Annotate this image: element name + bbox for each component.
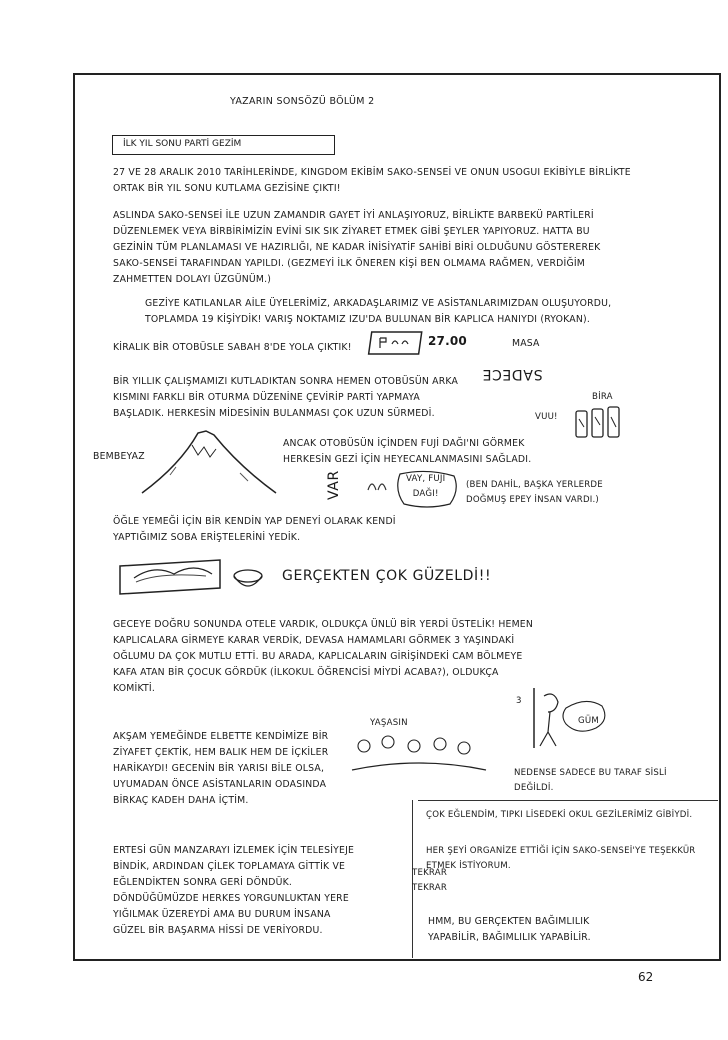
page-number: 62 [638,970,654,984]
paragraph-hotel: GECEYE DOĞRU SONUNDA OTELE VARDIK, OLDUKÇA ÜNLÜ BİR YERDİ ÜSTELİK! HEMEN KAPLICALARA GİRMEYE KARAR VERDİK, DEVASA HAMAMLARI GÖRMEK 3 YAŞINDAKİ OĞLUMU DA ÇOK MUTLU ETTİ. BU ARADA, KAPLICALARIN GİRİŞİNDEKİ CAM BÖLMEYE KAFA ATAN BİR ÇOCUK GÖRDÜK (İLKOKUL ÖĞRENCİSİ MİYDİ ACABA?), OLDUKÇA KOMİKTİ. [113,619,534,694]
born-elsewhere-note: (BEN DAHİL, BAŞKA YERLERDE DOĞMUŞ EPEY İNSAN VARDI.) [466,480,603,505]
again-again: TEKRAR TEKRAR [412,868,447,893]
paragraph-dinner: AKŞAM YEMEĞİNDE ELBETTE KENDİMİZE BİR ZİYAFET ÇEKTİK, HEM BALIK HEM DE İÇKİLER HARİKAYDI! GECENİN BİR YARISI BİLE OLSA, UYUMADAN ÖNCE ASİSTANLARIN ODASINDA BİRKAÇ KADEH DAHA İÇTİM. [113,731,329,806]
child-glass-doodle [530,686,616,750]
bump-sound: GÜM [578,716,599,726]
paragraph-bus-party: BİR YILLIK ÇALIŞMAMIZI KUTLADIKTAN SONRA HEMEN OTOBÜSÜN ARKA KISMINI FARKLI BİR OTURMA DÜZENİNE ÇEVİRİP PARTİ YAPMAYA BAŞLADIK. HERKESİN MİDESİNİN BULANMASI ÇOK UZUN SÜRMEDİ. [113,376,459,419]
paragraph-fuji: ANCAK OTOBÜSÜN İÇİNDEN FUJİ DAĞI'NI GÖRMEK HERKESİN GEZİ İÇİN HEYECANLANMASINI SAĞLADI. [283,438,532,465]
upside-down-sadece: SADECE [482,366,543,382]
beer-label: BİRA [592,392,613,402]
divider-horizontal [418,800,718,801]
snow-white-label: BEMBEYAZ [93,451,145,462]
paragraph-participants: GEZİYE KATILANLAR AİLE ÜYELERİMİZ, ARKADAŞLARIMIZ VE ASİSTANLARIMIZDAN OLUŞUYORDU, TOPLAMDA 19 KİŞİYDİK! VARIŞ NOKTAMIZ IZU'DA BULUNAN BİR KAPLICA HANIYDI (RYOKAN). [145,298,612,325]
fun-comment: ÇOK EĞLENDİM, TIPKI LİSEDEKİ OKUL GEZİLERİMİZ GİBİYDİ. [426,810,693,820]
paragraph-departure: KİRALIK BİR OTOBÜSLE SABAH 8'DE YOLA ÇIKTIK! [113,342,352,353]
var-label: VAR [326,470,342,500]
age-three-label: 3 [516,696,522,706]
cheers-label: YAŞASIN [370,718,408,728]
soba-tray-drawing [116,552,266,600]
dinner-party-doodle [344,730,494,776]
page-title: YAZARIN SONSÖZÜ BÖLÜM 2 [230,96,375,107]
fuji-exclamation: VAY, FUJİ DAĞI! [406,474,446,499]
paragraph-friendship: ASLINDA SAKO-SENSEİ İLE UZUN ZAMANDIR GAYET İYİ ANLAŞIYORUZ, BİRLİKTE BARBEKÜ PARTİLERİ DÜZENLEMEK VEYA BİRBİRİMİZİN EVİNİ SIK SIK ZİYARET ETMEK GİBİ ŞEYLER YAPIYORUZ. HATTA BU GEZİNİN TÜM PLANLAMASI VE HAZIRLIĞI, NE KADAR İNİSİYATİF SAHİBİ BİRİ OLDUĞUNU GÖSTEREREK SAKO-SENSEİ TARAFINDAN YAPILDI. (GEZMEYİ İLK ÖNEREN KİŞİ BEN OLMAMA RAĞMEN, VERDİĞİM ZAHMETTEN DOLAYI ÜZGÜNÜM.) [113,210,601,285]
paragraph-lunch: ÖĞLE YEMEĞİ İÇİN BİR KENDİN YAP DENEYİ OLARAK KENDİ YAPTIĞIMIZ SOBA ERİŞTELERİNİ YEDİK. [113,516,396,543]
table-label: MASA [512,338,540,349]
bus-sign-drawing [368,330,428,358]
paragraph-intro: 27 VE 28 ARALIK 2010 TARİHLERİNDE, KINGDOM EKİBİM SAKO-SENSEİ VE ONUN USOGUI EKİBİYLE BİRLİKTE ORTAK BİR YIL SONU KUTLAMA GEZİSİNE ÇIKTI! [113,167,631,194]
addictive-comment: HMM, BU GERÇEKTEN BAĞIMLILIK YAPABİLİR, BAĞIMLILIK YAPABİLİR. [428,916,591,943]
paragraph-next-day: ERTESİ GÜN MANZARAYI İZLEMEK İÇİN TELESİYEJE BİNDİK, ARDINDAN ÇİLEK TOPLAMAYA GİTTİK VE EĞLENDİKTEN SONRA GERİ DÖNDÜK. DÖNDÜĞÜMÜZDE HERKES YORGUNLUKTAN YERE YIĞILMAK ÜZEREYDİ AMA BU DURUM İNSANA GÜZEL BİR BAŞARMA HİSSİ DE VERİYORDU. [113,845,355,936]
people-doodle [366,476,394,494]
section-heading: İLK YIL SONU PARTİ GEZİM [112,135,335,155]
price-label: 27.00 [428,334,467,348]
beer-cans-drawing [572,405,632,441]
vuu-label: VUU! [535,412,558,422]
fog-note: NEDENSE SADECE BU TARAF SİSLİ DEĞİLDİ. [514,768,667,793]
really-delicious: GERÇEKTEN ÇOK GÜZELDİ!! [282,568,492,584]
mount-fuji-drawing [140,425,280,497]
thanks-comment: HER ŞEYİ ORGANİZE ETTİĞİ İÇİN SAKO-SENSEİ'YE TEŞEKKÜR ETMEK İSTİYORUM. [426,846,696,871]
